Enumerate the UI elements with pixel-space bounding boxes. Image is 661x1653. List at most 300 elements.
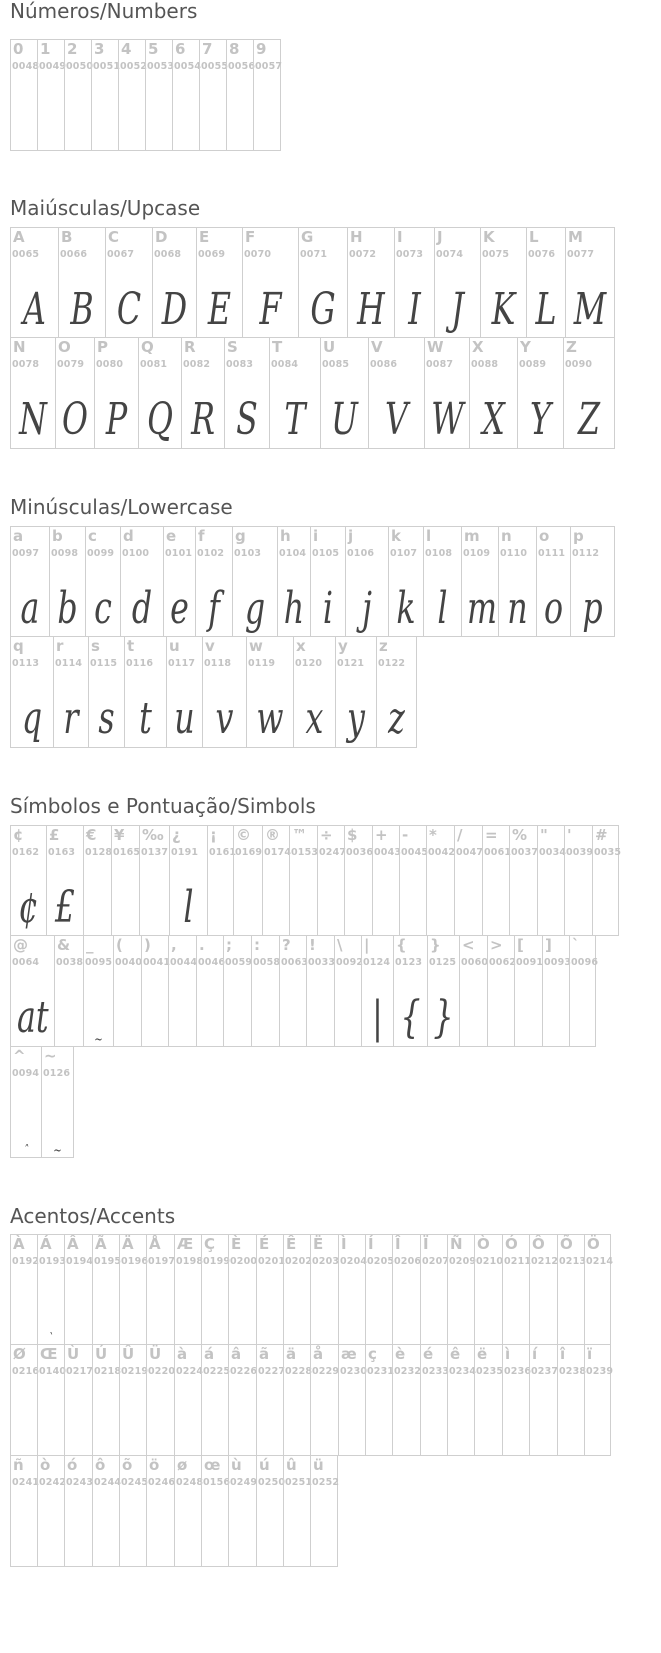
glyph-cell	[420, 1345, 450, 1456]
glyph-cell	[10, 1234, 40, 1345]
glyph-character: È	[231, 1235, 242, 1253]
section-title-upcase: Maiúsculas/Upcase	[10, 196, 201, 220]
glyph-character: f	[198, 527, 205, 545]
glyph-code: 0230	[340, 1366, 368, 1377]
glyph-code: 0220	[148, 1366, 176, 1377]
glyph-cell	[49, 526, 85, 637]
glyph-character: á	[204, 1345, 215, 1363]
glyph-cell	[83, 936, 113, 1047]
glyph-code: 0201	[258, 1256, 286, 1267]
glyph-sample: C	[116, 284, 142, 335]
glyph-cell	[10, 1047, 41, 1158]
glyph-cell	[224, 338, 269, 449]
glyph-character: b	[52, 527, 63, 545]
glyph-code: 0137	[141, 847, 169, 858]
glyph-character: è	[395, 1345, 406, 1363]
glyph-character: ü	[313, 1456, 324, 1474]
glyph-code: 0214	[586, 1256, 614, 1267]
glyph-cell	[536, 526, 570, 637]
glyph-cell	[498, 526, 536, 637]
glyph-cell	[423, 526, 461, 637]
glyph-code: 0116	[126, 658, 154, 669]
glyph-cell	[454, 825, 482, 936]
glyph-cell	[118, 39, 148, 151]
glyph-cell	[199, 39, 229, 151]
glyph-code: 0125	[429, 957, 457, 968]
glyph-sample: Z	[577, 394, 601, 445]
glyph-character: Q	[141, 338, 154, 356]
glyph-character: o	[539, 527, 550, 545]
glyph-character: 9	[256, 40, 267, 58]
glyph-character: Û	[122, 1345, 135, 1363]
glyph-cell	[92, 1234, 122, 1345]
glyph-character: +	[375, 826, 388, 844]
glyph-code: 0065	[12, 249, 40, 260]
glyph-character: -	[402, 826, 409, 844]
glyph-code: 0095	[85, 957, 113, 968]
accents-grid	[10, 1234, 614, 1567]
glyph-code: 0035	[594, 847, 622, 858]
glyph-code: 0237	[531, 1366, 559, 1377]
glyph-cell	[228, 1456, 256, 1567]
glyph-code: 0036	[346, 847, 374, 858]
glyph-cell	[10, 637, 53, 748]
glyph-code: 0069	[198, 249, 226, 260]
glyph-cell	[487, 936, 517, 1047]
glyph-code: 0103	[234, 548, 262, 559]
glyph-cell	[169, 825, 207, 936]
glyph-sample: l	[437, 583, 448, 634]
glyph-code: 0243	[66, 1477, 94, 1488]
glyph-cell	[196, 227, 242, 338]
glyph-code: 0078	[12, 359, 40, 370]
glyph-character: x	[296, 637, 306, 655]
glyph-cell	[10, 936, 54, 1047]
glyph-code: 0047	[456, 847, 484, 858]
glyph-sample: b	[57, 583, 78, 634]
section-title-numbers: Números/Numbers	[10, 0, 198, 23]
glyph-cell	[10, 1345, 40, 1456]
glyph-character: ¿	[172, 826, 181, 844]
glyph-cell	[58, 227, 105, 338]
glyph-cell	[163, 526, 195, 637]
glyph-cell	[447, 1234, 477, 1345]
glyph-character: 1	[40, 40, 51, 58]
glyph-cell	[207, 825, 237, 936]
glyph-character: w	[249, 637, 263, 655]
glyph-cell	[232, 526, 277, 637]
glyph-character: ô	[95, 1456, 106, 1474]
glyph-character: 5	[148, 40, 159, 58]
glyph-sample: z	[388, 693, 405, 744]
glyph-cell	[262, 825, 292, 936]
glyph-code: 0080	[96, 359, 124, 370]
glyph-character: C	[108, 228, 120, 246]
glyph-cell	[283, 1234, 313, 1345]
glyph-code: 0210	[476, 1256, 504, 1267]
glyph-code: 0118	[204, 658, 232, 669]
glyph-cell	[37, 1456, 67, 1567]
glyph-cell	[146, 1345, 174, 1456]
glyph-code: 0114	[55, 658, 83, 669]
glyph-cell	[372, 825, 402, 936]
glyph-sample: k	[396, 583, 416, 634]
symbols-grid	[10, 825, 622, 1159]
glyph-character: g	[235, 527, 246, 545]
glyph-sample: u	[174, 693, 195, 744]
glyph-code: 0205	[367, 1256, 395, 1267]
glyph-code: 0226	[230, 1366, 258, 1377]
glyph-sample: n	[507, 583, 528, 634]
glyph-cell	[91, 39, 121, 151]
glyph-cell	[293, 637, 335, 748]
glyph-sample: d	[131, 583, 153, 634]
glyph-cell	[64, 1456, 92, 1567]
glyph-cell	[338, 1234, 368, 1345]
glyph-sample: m	[467, 583, 498, 634]
glyph-cell	[542, 936, 572, 1047]
glyph-cell	[92, 1456, 122, 1567]
glyph-character: `	[572, 936, 580, 954]
glyph-cell	[564, 825, 592, 936]
glyph-cell	[10, 825, 46, 936]
glyph-character: æ	[341, 1345, 357, 1363]
glyph-cell	[426, 825, 454, 936]
glyph-code: 0153	[291, 847, 319, 858]
glyph-character: d	[123, 527, 134, 545]
glyph-character: [	[517, 936, 524, 954]
glyph-sample: O	[62, 394, 88, 445]
glyph-sample: L	[535, 284, 557, 335]
glyph-sample: £	[54, 882, 76, 933]
glyph-code: 0049	[39, 61, 67, 72]
glyph-character: Z	[566, 338, 577, 356]
glyph-code: 0087	[426, 359, 454, 370]
glyph-code: 0059	[225, 957, 253, 968]
glyph-cell	[253, 39, 281, 151]
glyph-sample: t	[139, 693, 152, 744]
section-title-symbols: Símbolos e Pontuação/Simbols	[10, 794, 316, 818]
glyph-code: 0248	[176, 1477, 204, 1488]
glyph-cell	[119, 1456, 149, 1567]
glyph-character: ¥	[114, 826, 125, 844]
glyph-cell	[392, 1345, 420, 1456]
glyph-character: å	[313, 1345, 324, 1363]
glyph-sample: F	[259, 284, 282, 335]
glyph-character: û	[286, 1456, 297, 1474]
glyph-sample: a	[20, 583, 40, 634]
glyph-code: 0101	[165, 548, 193, 559]
glyph-code: 0250	[258, 1477, 286, 1488]
glyph-cell	[105, 227, 152, 338]
glyph-character: ‰	[142, 826, 164, 844]
glyph-character: Á	[40, 1235, 52, 1253]
glyph-code: 0211	[504, 1256, 532, 1267]
glyph-character: a	[13, 527, 24, 545]
glyph-character: |	[364, 936, 370, 954]
glyph-character: £	[49, 826, 60, 844]
glyph-character: $	[347, 826, 358, 844]
glyph-character: n	[501, 527, 512, 545]
glyph-cell	[228, 1234, 256, 1345]
glyph-cell	[64, 39, 94, 151]
glyph-cell	[399, 825, 429, 936]
glyph-character: ,	[171, 936, 177, 954]
glyph-sample: D	[161, 284, 188, 335]
glyph-code: 0162	[12, 847, 40, 858]
glyph-code: 0238	[559, 1366, 587, 1377]
glyph-character: p	[573, 527, 584, 545]
glyph-cell	[592, 825, 622, 936]
glyph-code: 0140	[39, 1366, 67, 1377]
glyph-cell	[569, 936, 599, 1047]
glyph-code: 0089	[519, 359, 547, 370]
glyph-character: ®	[265, 826, 280, 844]
glyph-character: ?	[282, 936, 291, 954]
glyph-sample: A	[23, 284, 46, 335]
glyph-character: J	[437, 228, 443, 246]
glyph-code: 0113	[12, 658, 40, 669]
glyph-cell	[256, 1345, 286, 1456]
glyph-code: 0244	[94, 1477, 122, 1488]
glyph-code: 0163	[48, 847, 76, 858]
glyph-code: 0033	[308, 957, 336, 968]
glyph-cell	[146, 1456, 174, 1567]
glyph-code: 0193	[39, 1256, 67, 1267]
glyph-character: N	[13, 338, 26, 356]
glyph-character: ø	[177, 1456, 188, 1474]
glyph-sample: B	[70, 284, 94, 335]
glyph-cell	[584, 1234, 614, 1345]
glyph-code: 0048	[12, 61, 40, 72]
glyph-character: V	[371, 338, 383, 356]
glyph-cell	[174, 1456, 204, 1567]
glyph-character: Y	[520, 338, 531, 356]
glyph-cell	[310, 1345, 338, 1456]
glyph-character: M	[568, 228, 583, 246]
glyph-character: }	[430, 936, 441, 954]
glyph-character: 6	[175, 40, 186, 58]
glyph-sample: U	[331, 394, 358, 445]
glyph-code: 0174	[264, 847, 292, 858]
glyph-cell	[10, 39, 40, 151]
glyph-sample: ~	[94, 1032, 103, 1048]
glyph-cell	[283, 1345, 313, 1456]
glyph-code: 0061	[484, 847, 512, 858]
glyph-code: 0109	[463, 548, 491, 559]
glyph-character: ê	[450, 1345, 461, 1363]
glyph-character: *	[429, 826, 437, 844]
glyph-code: 0126	[43, 1068, 71, 1079]
glyph-cell	[335, 637, 376, 748]
glyph-code: 0111	[538, 548, 566, 559]
glyph-cell	[119, 1234, 149, 1345]
glyph-cell	[277, 526, 310, 637]
glyph-character: ;	[226, 936, 232, 954]
glyph-character: v	[205, 637, 215, 655]
glyph-row	[10, 526, 615, 637]
glyph-character: Ó	[505, 1235, 518, 1253]
glyph-code: 0251	[285, 1477, 313, 1488]
glyph-character: Ü	[149, 1345, 162, 1363]
glyph-character: P	[97, 338, 108, 356]
glyph-sample: P	[105, 394, 128, 445]
glyph-cell	[92, 1345, 122, 1456]
glyph-sample: M	[573, 284, 607, 335]
glyph-cell	[145, 39, 175, 151]
glyph-code: 0225	[203, 1366, 231, 1377]
glyph-code: 0038	[56, 957, 84, 968]
glyph-sample: H	[357, 284, 385, 335]
glyph-code: 0044	[170, 957, 198, 968]
glyph-character: z	[379, 637, 388, 655]
glyph-code: 0249	[230, 1477, 258, 1488]
glyph-code: 0045	[401, 847, 429, 858]
glyph-code: 0199	[203, 1256, 231, 1267]
glyph-code: 0123	[395, 957, 423, 968]
glyph-character: =	[485, 826, 498, 844]
glyph-character: Ù	[67, 1345, 80, 1363]
glyph-cell	[480, 227, 526, 338]
glyph-cell	[365, 1345, 395, 1456]
glyph-cell	[195, 526, 232, 637]
glyph-code: 0234	[449, 1366, 477, 1377]
glyph-row	[10, 1345, 614, 1456]
glyph-character: 7	[202, 40, 213, 58]
glyph-character: Ì	[341, 1235, 347, 1253]
glyph-cell	[517, 338, 563, 449]
glyph-cell	[529, 1345, 557, 1456]
glyph-character: ó	[67, 1456, 78, 1474]
glyph-cell	[85, 526, 120, 637]
glyph-sample: s	[98, 693, 115, 744]
glyph-code: 0096	[571, 957, 599, 968]
glyph-code: 0037	[511, 847, 539, 858]
glyph-code: 0066	[60, 249, 88, 260]
glyph-cell	[283, 1456, 313, 1567]
glyph-code: 0119	[248, 658, 276, 669]
glyph-cell	[201, 1456, 231, 1567]
glyph-character: ¡	[210, 826, 217, 844]
glyph-code: 0086	[370, 359, 398, 370]
glyph-code: 0076	[528, 249, 556, 260]
glyph-cell	[37, 1345, 67, 1456]
glyph-code: 0120	[295, 658, 323, 669]
glyph-code: 0042	[428, 847, 456, 858]
glyph-code: 0121	[337, 658, 365, 669]
glyph-row	[10, 1234, 614, 1347]
glyph-character: ^	[13, 1047, 26, 1065]
glyph-code: 0194	[66, 1256, 94, 1267]
glyph-sample: h	[283, 583, 305, 634]
glyph-character: /	[457, 826, 463, 844]
glyph-cell	[584, 1345, 614, 1456]
glyph-cell	[226, 39, 256, 151]
glyph-code: 0112	[572, 548, 600, 559]
glyph-code: 0156	[203, 1477, 231, 1488]
glyph-code: 0204	[340, 1256, 368, 1267]
glyph-cell	[119, 1345, 149, 1456]
glyph-character: Õ	[560, 1235, 573, 1253]
glyph-cell	[94, 338, 138, 449]
glyph-cell	[424, 338, 469, 449]
glyph-row	[10, 338, 615, 449]
glyph-sample: l	[183, 882, 194, 933]
glyph-code: 0239	[586, 1366, 614, 1377]
glyph-cell	[242, 227, 298, 338]
glyph-sample: Y	[530, 394, 551, 445]
glyph-code: 0107	[390, 548, 418, 559]
glyph-code: 0117	[168, 658, 196, 669]
glyph-sample: f	[208, 583, 220, 634]
glyph-sample: x	[305, 693, 324, 744]
glyph-cell	[124, 637, 166, 748]
glyph-code: 0064	[12, 957, 40, 968]
glyph-code: 0058	[253, 957, 281, 968]
glyph-cell	[174, 1345, 204, 1456]
glyph-code: 0217	[66, 1366, 94, 1377]
glyph-code: 0191	[171, 847, 199, 858]
glyph-code: 0081	[140, 359, 168, 370]
glyph-code: 0077	[567, 249, 595, 260]
glyph-cell	[37, 1234, 67, 1347]
glyph-sample: W	[431, 394, 464, 445]
glyph-code: 0195	[94, 1256, 122, 1267]
glyph-code: 0122	[378, 658, 406, 669]
glyph-character: ò	[40, 1456, 51, 1474]
glyph-cell	[474, 1234, 502, 1345]
glyph-cell	[509, 825, 537, 936]
glyph-sample: w	[256, 693, 284, 744]
glyph-cell	[565, 227, 615, 338]
glyph-code: 0104	[279, 548, 307, 559]
numbers-grid	[10, 39, 281, 151]
glyph-cell	[113, 936, 141, 1047]
glyph-code: 0228	[285, 1366, 313, 1377]
glyph-character: î	[560, 1345, 566, 1363]
glyph-character: @	[13, 936, 28, 954]
glyph-character: F	[245, 228, 256, 246]
glyph-character: é	[423, 1345, 434, 1363]
glyph-cell	[368, 338, 424, 449]
glyph-code: 0071	[300, 249, 328, 260]
glyph-code: 0105	[312, 548, 340, 559]
glyph-sample: `	[48, 1331, 54, 1347]
glyph-code: 0247	[319, 847, 347, 858]
glyph-character: e	[166, 527, 177, 545]
glyph-cell	[46, 825, 83, 936]
glyph-cell	[320, 338, 368, 449]
glyph-code: 0041	[143, 957, 171, 968]
glyph-cell	[181, 338, 224, 449]
glyph-cell	[537, 825, 567, 936]
glyph-character: õ	[122, 1456, 133, 1474]
glyph-cell	[502, 1345, 532, 1456]
glyph-code: 0090	[565, 359, 593, 370]
glyph-character: l	[426, 527, 432, 545]
glyph-cell	[54, 936, 83, 1047]
glyph-code: 0082	[183, 359, 211, 370]
glyph-character: €	[86, 826, 97, 844]
glyph-sample: q	[21, 693, 43, 744]
glyph-cell	[392, 1234, 420, 1345]
glyph-sample: ˆ	[23, 1143, 29, 1159]
glyph-cell	[201, 1234, 231, 1345]
glyph-cell	[233, 825, 262, 936]
glyph-sample: X	[482, 394, 505, 445]
glyph-code: 0216	[12, 1366, 40, 1377]
glyph-character: c	[88, 527, 97, 545]
